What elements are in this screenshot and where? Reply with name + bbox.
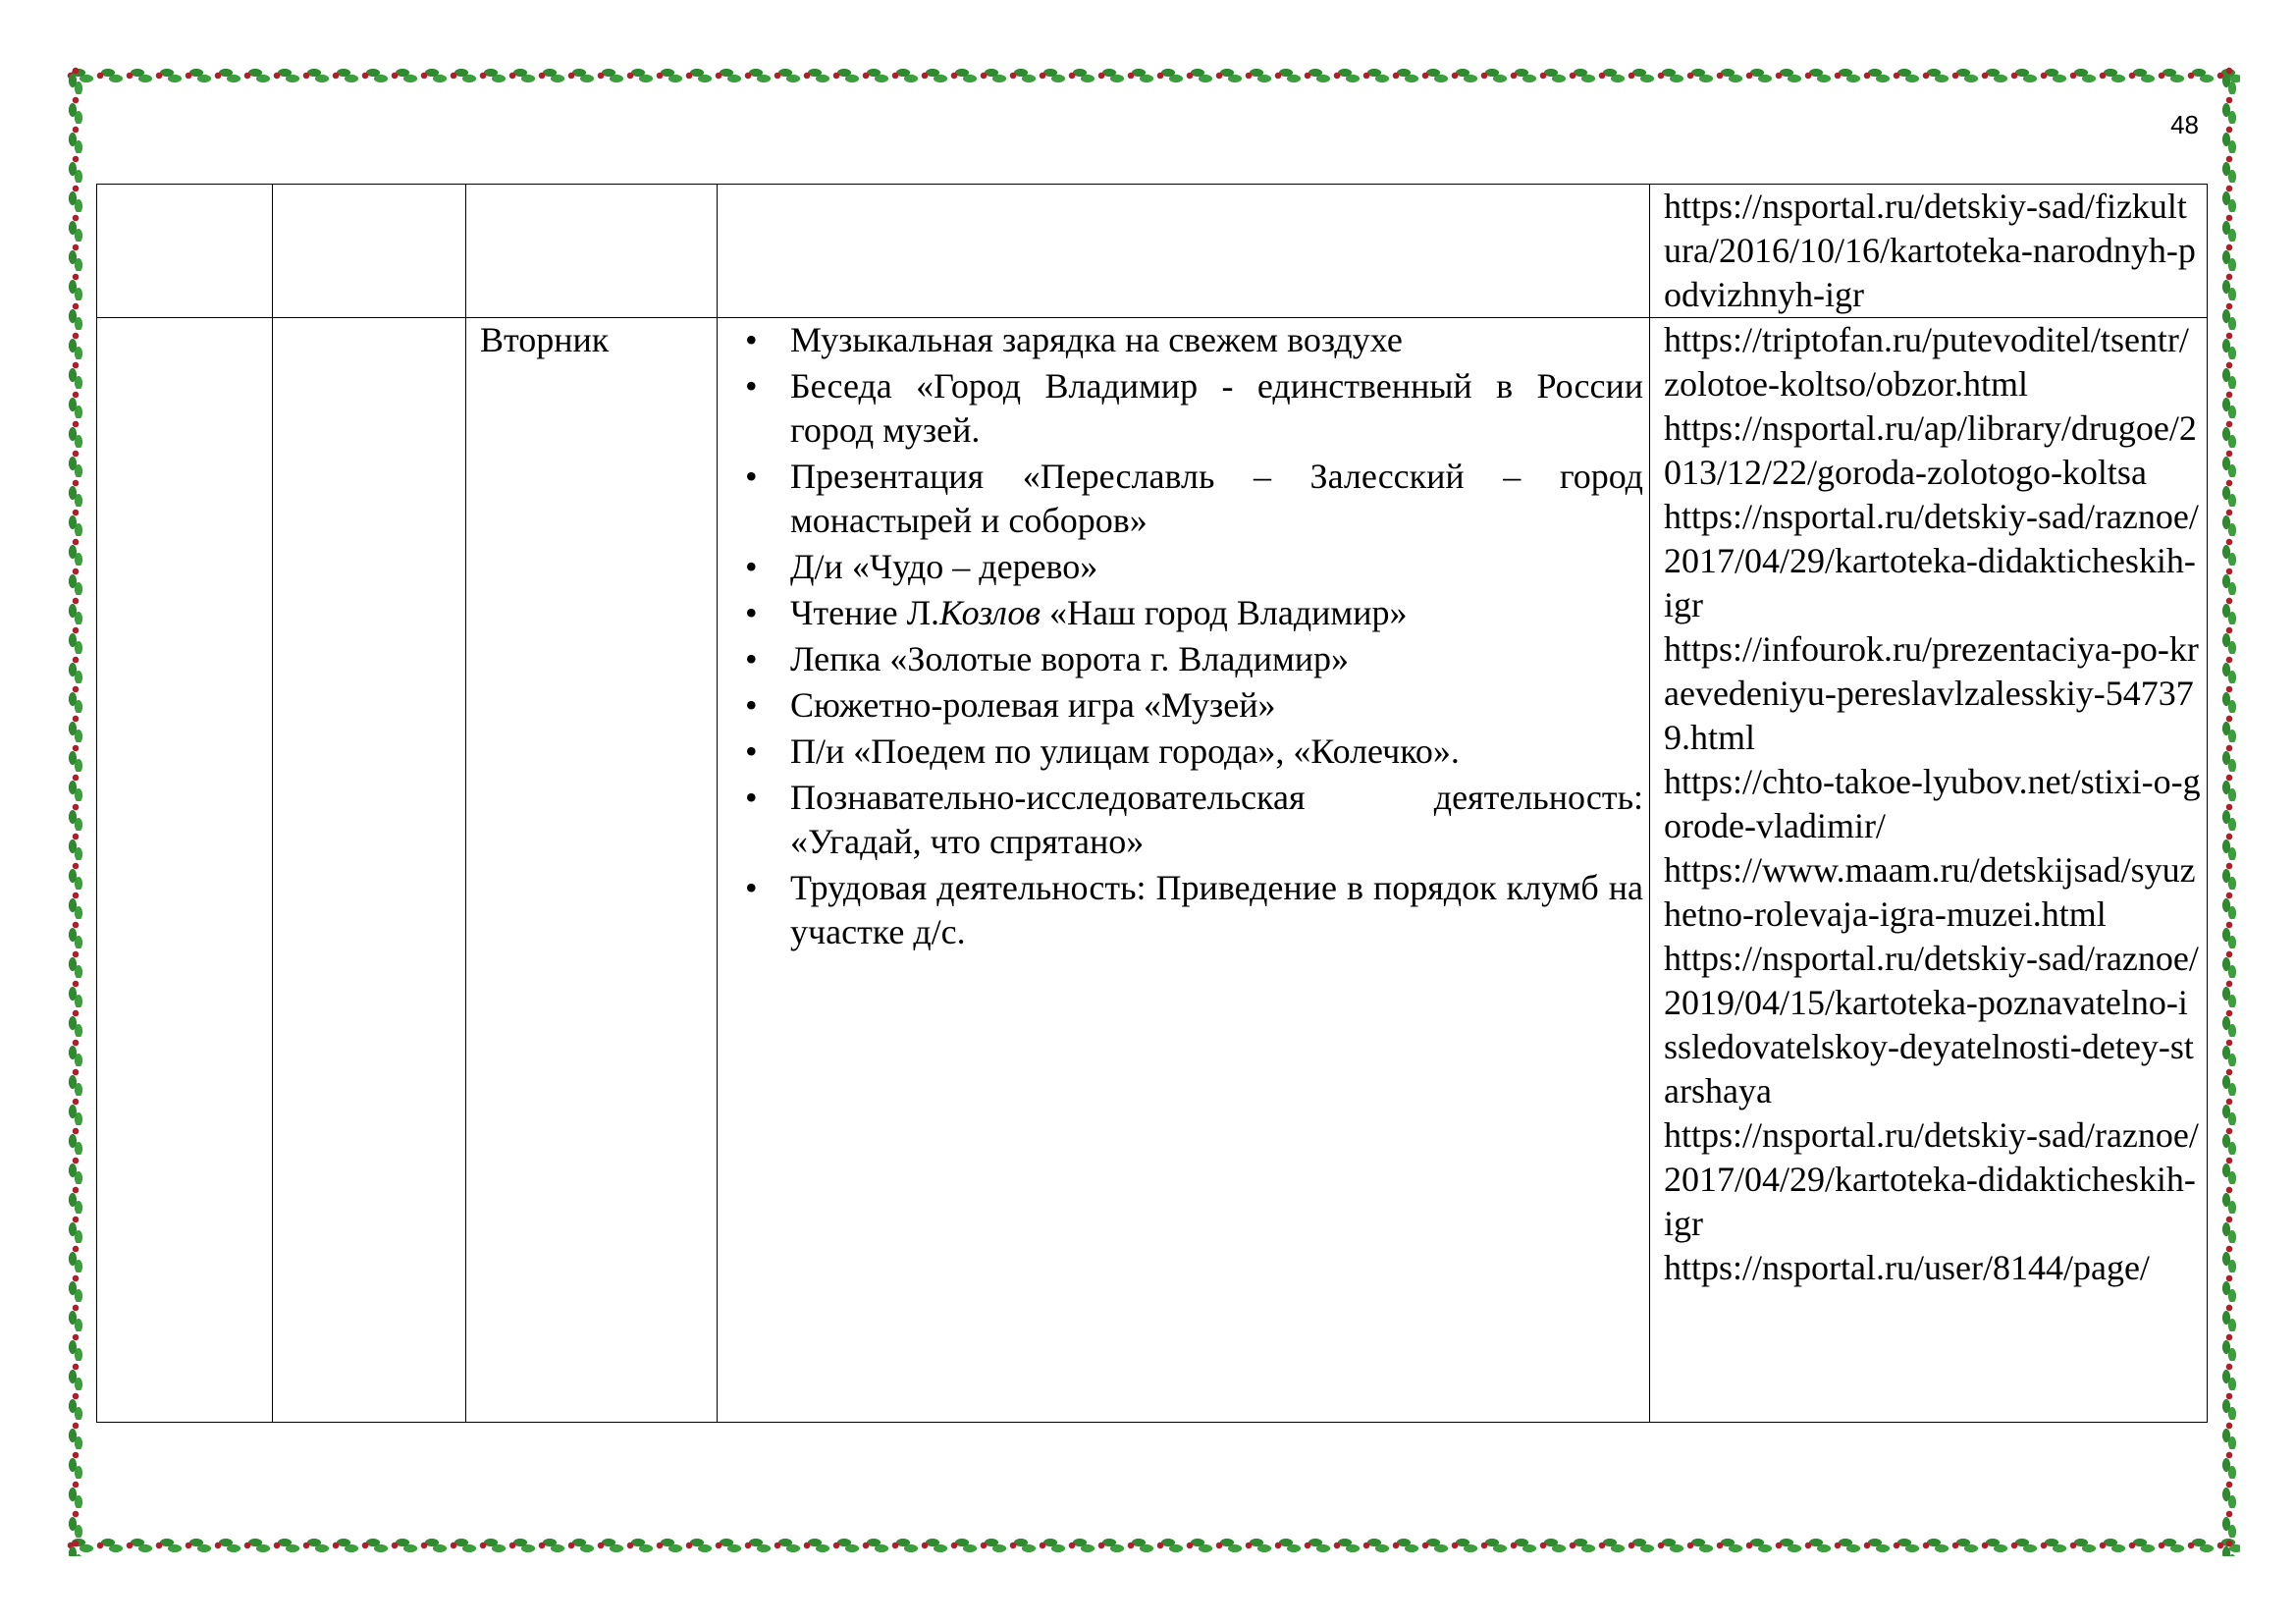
holly-border-top xyxy=(65,65,2240,86)
list-item: • П/и «Поедем по улицам города», «Колечко». xyxy=(731,730,1643,774)
list-item: • Познавательно-исследовательская деятельность: «Угадай, что спрятано» xyxy=(731,776,1643,864)
table-cell xyxy=(273,318,466,1423)
table-cell xyxy=(97,318,273,1423)
links-cell xyxy=(1650,318,2208,1423)
holly-border-right xyxy=(2218,65,2240,1556)
plan-table xyxy=(96,184,2208,1423)
resource-link[interactable]: https://nsportal.ru/user/8144/page/ xyxy=(1664,1248,2150,1287)
list-item: • Лепка «Золотые ворота г. Владимир» xyxy=(731,637,1643,681)
resource-link[interactable]: https://nsportal.ru/detskiy-sad/raznoe/2017/04/29/kartoteka-didakticheskih-igr xyxy=(1664,497,2199,624)
reading-prefix: Чтение Л. xyxy=(790,593,940,632)
list-item xyxy=(731,591,1643,635)
table-cell xyxy=(466,185,718,318)
table-cell xyxy=(97,185,273,318)
reading-title: «Наш город Владимир» xyxy=(1041,593,1408,632)
holly-border-bottom xyxy=(65,1535,2240,1556)
table-row xyxy=(97,185,2208,318)
resource-link[interactable]: https://chto-takoe-lyubov.net/stixi-o-gorode-vladimir/ xyxy=(1664,762,2201,845)
resource-link[interactable]: https://nsportal.ru/detskiy-sad/raznoe/2019/04/15/kartoteka-poznavatelno-issledovatelskoy-deyatelnosti-detey-starshaya xyxy=(1664,939,2199,1110)
list-item: • Трудовая деятельность: Приведение в порядок клумб на участке д/с. xyxy=(731,866,1643,954)
table-cell xyxy=(718,185,1650,318)
list-item: • Презентация «Переславль – Залесский – город монастырей и соборов» xyxy=(731,455,1643,543)
table-cell xyxy=(273,185,466,318)
resource-link[interactable]: https://triptofan.ru/putevoditel/tsentr/zolotoe-koltso/obzor.html xyxy=(1664,320,2189,404)
holly-border-left xyxy=(65,65,86,1556)
list-item: • Сюжетно-ролевая игра «Музей» xyxy=(731,683,1643,728)
resource-link[interactable]: https://nsportal.ru/ap/library/drugoe/2013/12/22/goroda-zolotogo-koltsa xyxy=(1664,408,2197,492)
resource-link[interactable]: https://nsportal.ru/detskiy-sad/fizkultura/2016/10/16/kartoteka-narodnyh-podvizhnyh-igr xyxy=(1664,187,2196,314)
list-item: • Д/и «Чудо – дерево» xyxy=(731,545,1643,589)
list-item: • Музыкальная зарядка на свежем воздухе xyxy=(731,318,1643,362)
links-cell xyxy=(1650,185,2208,318)
resource-link[interactable]: https://infourok.ru/prezentaciya-po-kraevedeniyu-pereslavlzalesskiy-547379.html xyxy=(1664,629,2199,757)
table-row xyxy=(97,318,2208,1423)
day-label: Вторник xyxy=(480,320,610,359)
resource-link[interactable]: https://nsportal.ru/detskiy-sad/raznoe/2017/04/29/kartoteka-didakticheskih-igr xyxy=(1664,1115,2199,1243)
resource-link[interactable]: https://www.maam.ru/detskijsad/syuzhetno-rolevaja-igra-muzei.html xyxy=(1664,850,2196,934)
activities-cell xyxy=(718,318,1650,1423)
list-item: • Беседа «Город Владимир - единственный в России город музей. xyxy=(731,364,1643,453)
day-cell xyxy=(466,318,718,1423)
activities-list xyxy=(731,318,1643,954)
author-name: Козлов xyxy=(939,593,1041,632)
page-number: 48 xyxy=(2170,110,2199,139)
